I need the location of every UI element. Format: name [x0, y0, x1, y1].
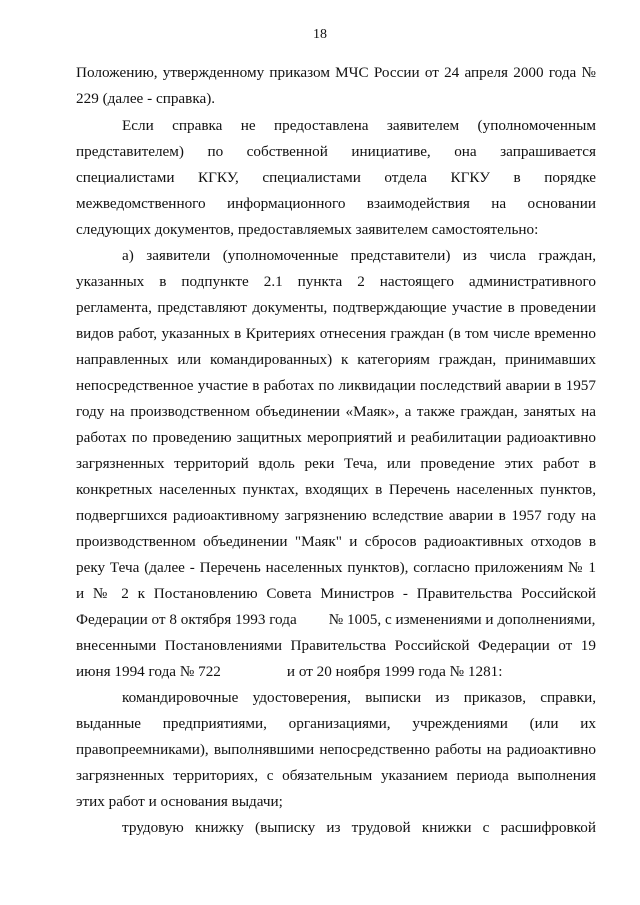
text-line: конкретных населенных пунктах, входящих в Перечень населенных пунктов,	[76, 481, 596, 498]
text-line: реку Теча (далее - Перечень населенных пунктов), согласно приложениям № 1	[76, 559, 596, 576]
text-segment: и от 20 ноября 1999 года № 1281:	[286, 663, 503, 680]
text-line: загрязненных территориях, с обязательным указанием периода выполнения	[76, 767, 596, 784]
text-line: внесенными Постановлениями Правительства Российской Федерации от 19	[76, 637, 596, 654]
text-line: а) заявители (уполномоченные представители) из числа граждан,	[122, 247, 596, 264]
page-number: 18	[313, 27, 327, 42]
text-line: выданные предприятиями, организациями, учреждениями (или их	[76, 715, 596, 732]
text-line: Положению, утвержденному приказом МЧС России от 24 апреля 2000 года №	[76, 64, 596, 81]
text-line: этих работ и основания выдачи;	[76, 793, 283, 810]
text-line: регламента, представляют документы, подтверждающие участие в проведении	[76, 299, 596, 316]
text-line: и № 2 к Постановлению Совета Министров - Правительства Российской	[76, 585, 596, 602]
text-line: специалистами КГКУ, специалистами отдела КГКУ в порядке	[76, 169, 596, 186]
text-line: непосредственное участие в работах по ликвидации последствий аварии в 1957	[76, 377, 596, 394]
text-line: году на производственном объединении «Маяк», а также граждан, занятых на	[76, 403, 596, 420]
text-line	[76, 610, 596, 630]
text-line: подвергшихся радиоактивному загрязнению вследствие аварии в 1957 году на	[76, 507, 596, 524]
text-segment: Федерации от 8 октября 1993 года	[76, 611, 297, 628]
text-line: указанных в подпункте 2.1 пункта 2 настоящего административного	[76, 273, 596, 290]
text-line: трудовую книжку (выписку из трудовой книжки с расшифровкой	[122, 819, 596, 836]
text-line: правопреемниками), выполнявшими непосредственно работы на радиоактивно	[76, 741, 596, 758]
text-line: работах по проведению защитных мероприятий и реабилитации радиоактивно	[76, 429, 596, 446]
text-line: направленных или командированных) к категориям граждан, принимавших	[76, 351, 596, 368]
text-segment: № 1005, с изменениями и дополнениями,	[328, 611, 596, 628]
text-line: командировочные удостоверения, выписки из приказов, справки,	[122, 689, 596, 706]
text-line: межведомственного информационного взаимодействия на основании	[76, 195, 596, 212]
text-line: следующих документов, предоставляемых заявителем самостоятельно:	[76, 221, 539, 238]
text-line: Если справка не предоставлена заявителем (уполномоченным	[122, 117, 596, 134]
text-line: представителем) по собственной инициативе, она запрашивается	[76, 143, 596, 160]
text-line: 229 (далее - справка).	[76, 90, 216, 107]
text-line: загрязненных территорий вдоль реки Теча, или проведение этих работ в	[76, 455, 596, 472]
text-line: видов работ, указанных в Критериях отнесения граждан (в том числе временно	[76, 325, 596, 342]
text-line: производственном объединении "Маяк" и сбросов радиоактивных отходов в	[76, 533, 596, 550]
text-segment: июня 1994 года № 722	[76, 663, 221, 680]
text-line	[76, 662, 596, 682]
